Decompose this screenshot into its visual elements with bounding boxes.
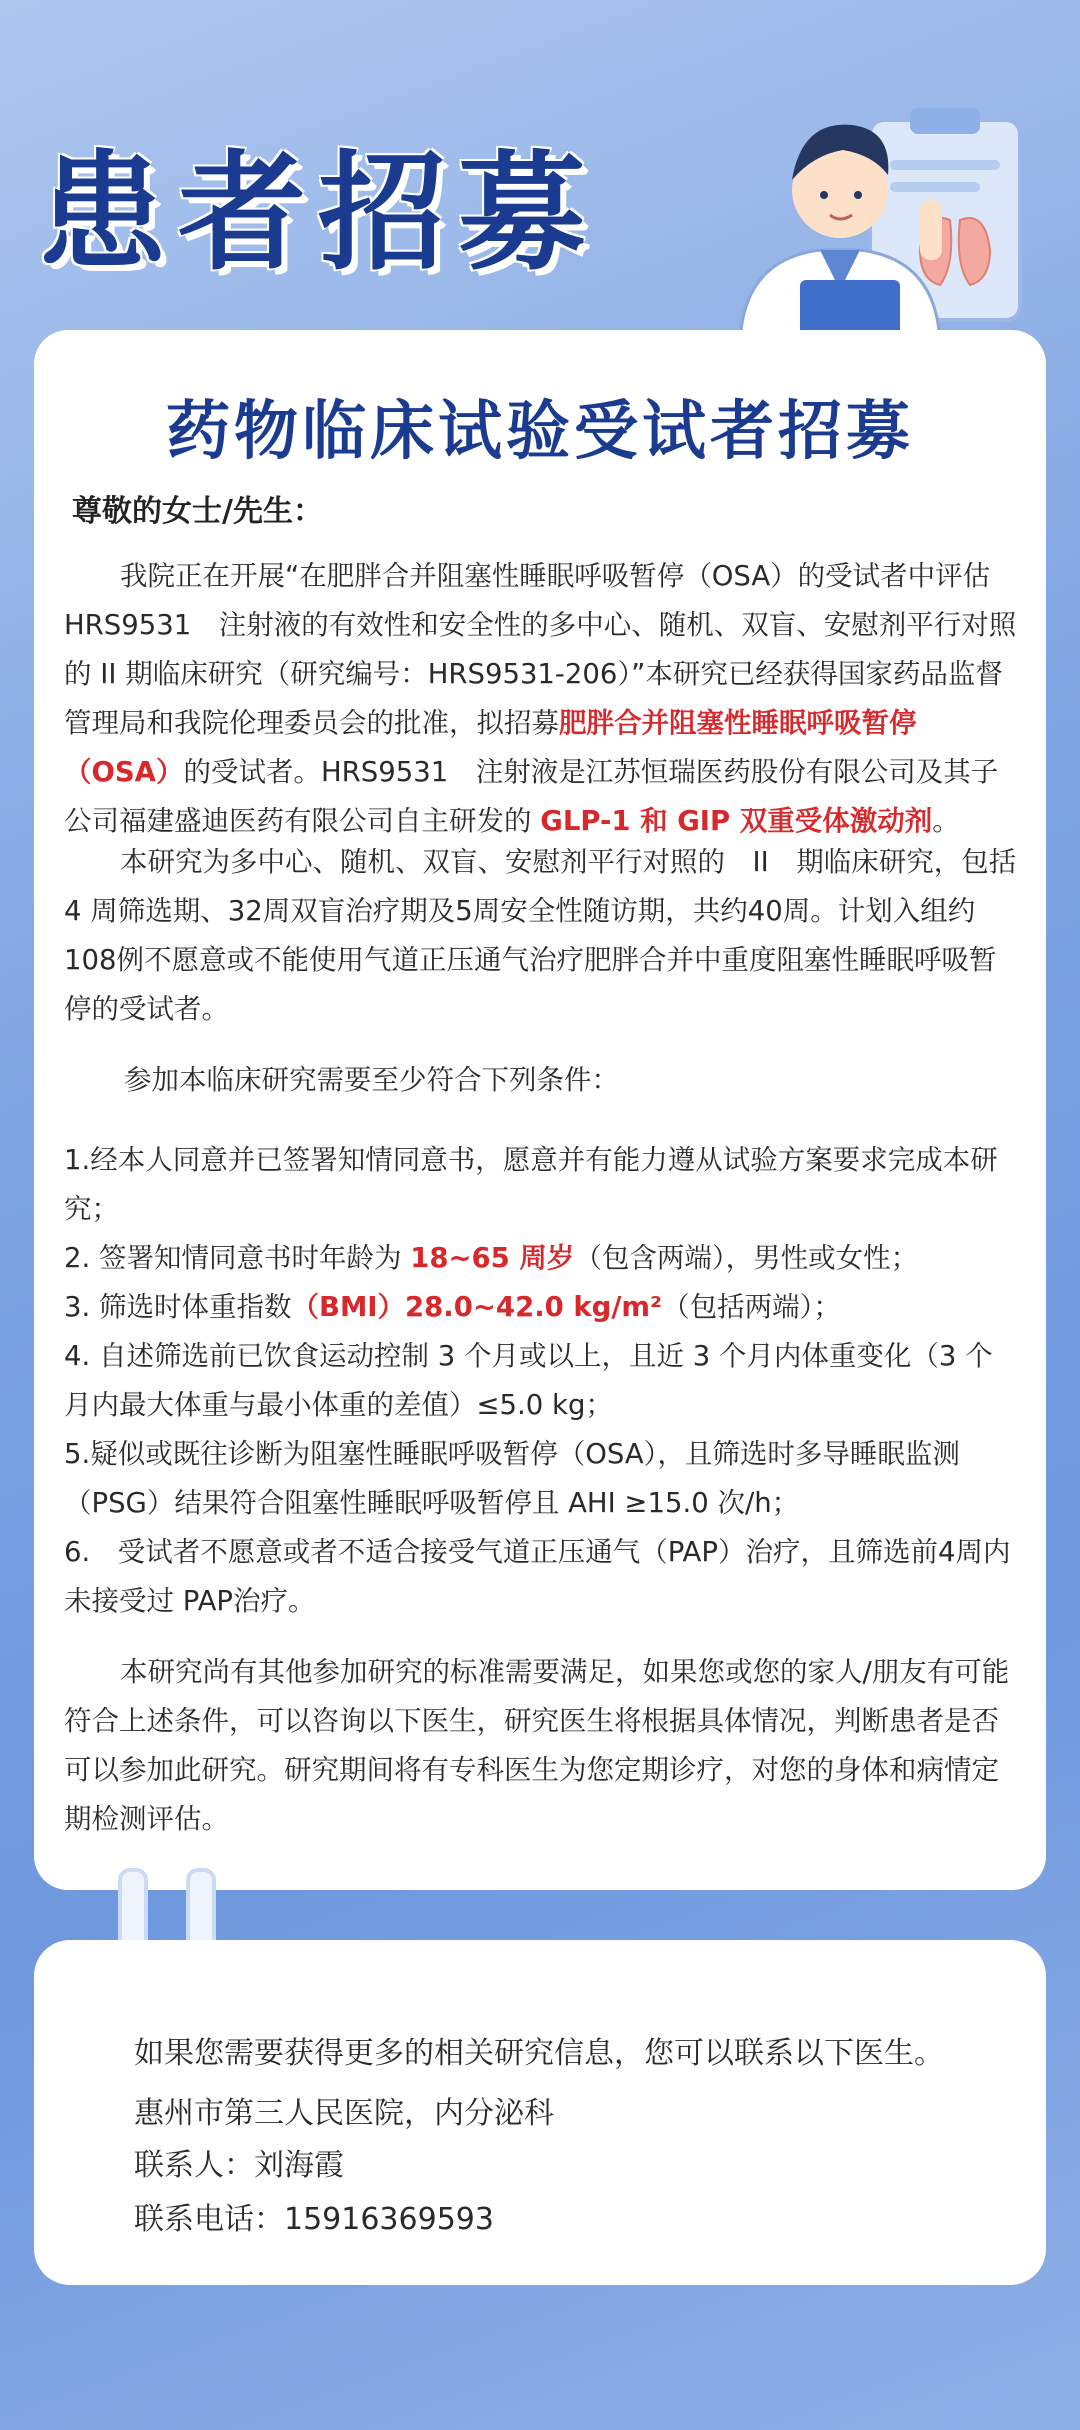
target-condition-highlight: 肥胖合并阻塞性睡眠呼吸暂停（OSA） <box>64 707 917 788</box>
recruitment-card <box>34 330 1046 1890</box>
condition-item <box>64 1283 1019 1332</box>
conditions-list <box>64 1136 1019 1626</box>
intro-text-c: 。 <box>932 805 960 837</box>
intro-text-b: 的受试者。HRS9531 注射液是江苏恒瑞医药股份有限公司及其子公司福建盛迪医药有限公司自主研发的 <box>64 756 999 837</box>
intro-text-a: 我院正在开展“在肥胖合并阻塞性睡眠呼吸暂停（OSA）的受试者中评估HRS9531 注射液的有效性和安全性的多中心、随机、双盲、安慰剂平行对照的 II 期临床研究（研究编号：HRS9531-206）”本研究已经获得国家药品监督管理局和我院伦理委员会的批准，拟招募 <box>64 560 1017 739</box>
condition-text: 2. 签署知情同意书时年龄为 <box>64 1242 411 1274</box>
contact-intro: 如果您需要获得更多的相关研究信息，您可以联系以下医生。 <box>134 2036 944 2071</box>
card-subtitle: 药物临床试验受试者招募 <box>166 395 914 469</box>
contact-person: 联系人：刘海霞 <box>134 2148 344 2183</box>
closing-paragraph: 本研究尚有其他参加研究的标准需要满足，如果您或您的家人/朋友有可能符合上述条件，可以咨询以下医生，研究医生将根据具体情况，判断患者是否可以参加此研究。研究期间将有专科医生为您定期诊疗，对您的身体和病情定期检测评估。 <box>64 1656 1010 1835</box>
condition-item: 6. 受试者不愿意或者不适合接受气道正压通气（PAP）治疗，且筛选前4周内未接受过 PAP治疗。 <box>64 1536 1011 1617</box>
age-range-highlight: 18~65 周岁 <box>410 1242 575 1274</box>
condition-text: 3. 筛选时体重指数 <box>64 1291 292 1323</box>
condition-text: （包含两端），男性或女性； <box>574 1242 919 1274</box>
poster-headline: 患者招募 <box>38 139 599 288</box>
intro-paragraph <box>64 552 1019 846</box>
condition-item: 4. 自述筛选前已饮食运动控制 3 个月或以上，且近 3 个月内体重变化（3 个月内最大体重与最小体重的差值）≤5.0 kg； <box>64 1340 993 1421</box>
condition-item: 5.疑似或既往诊断为阻塞性睡眠呼吸暂停（OSA），且筛选时多导睡眠监测（PSG）结果符合阻塞性睡眠呼吸暂停且 AHI ≥15.0 次/h； <box>64 1438 960 1519</box>
bmi-range-highlight: （BMI）28.0~42.0 kg/m² <box>291 1291 663 1323</box>
design-paragraph: 本研究为多中心、随机、双盲、安慰剂平行对照的 II 期临床研究，包括 4 周筛选期、32周双盲治疗期及5周安全性随访期，共约40周。计划入组约108例不愿意或不能使用气道正压通气治疗肥胖合并中重度阻塞性睡眠呼吸暂停的受试者。 <box>64 846 1044 1025</box>
conditions-heading: 参加本临床研究需要至少符合下列条件： <box>124 1064 619 1096</box>
doctor-illustration <box>720 80 1050 350</box>
greeting: 尊敬的女士/先生： <box>72 494 323 529</box>
condition-text: （包括两端）； <box>662 1291 841 1323</box>
hospital-department: 惠州市第三人民医院，内分泌科 <box>134 2096 554 2131</box>
condition-item <box>64 1234 1019 1283</box>
condition-item: 1.经本人同意并已签署知情同意书，愿意并有能力遵从试验方案要求完成本研究； <box>64 1144 998 1225</box>
contact-phone[interactable]: 联系电话：15916369593 <box>134 2202 494 2237</box>
drug-mechanism-highlight: GLP-1 和 GIP 双重受体激动剂 <box>540 805 933 837</box>
contact-card <box>34 1940 1046 2285</box>
